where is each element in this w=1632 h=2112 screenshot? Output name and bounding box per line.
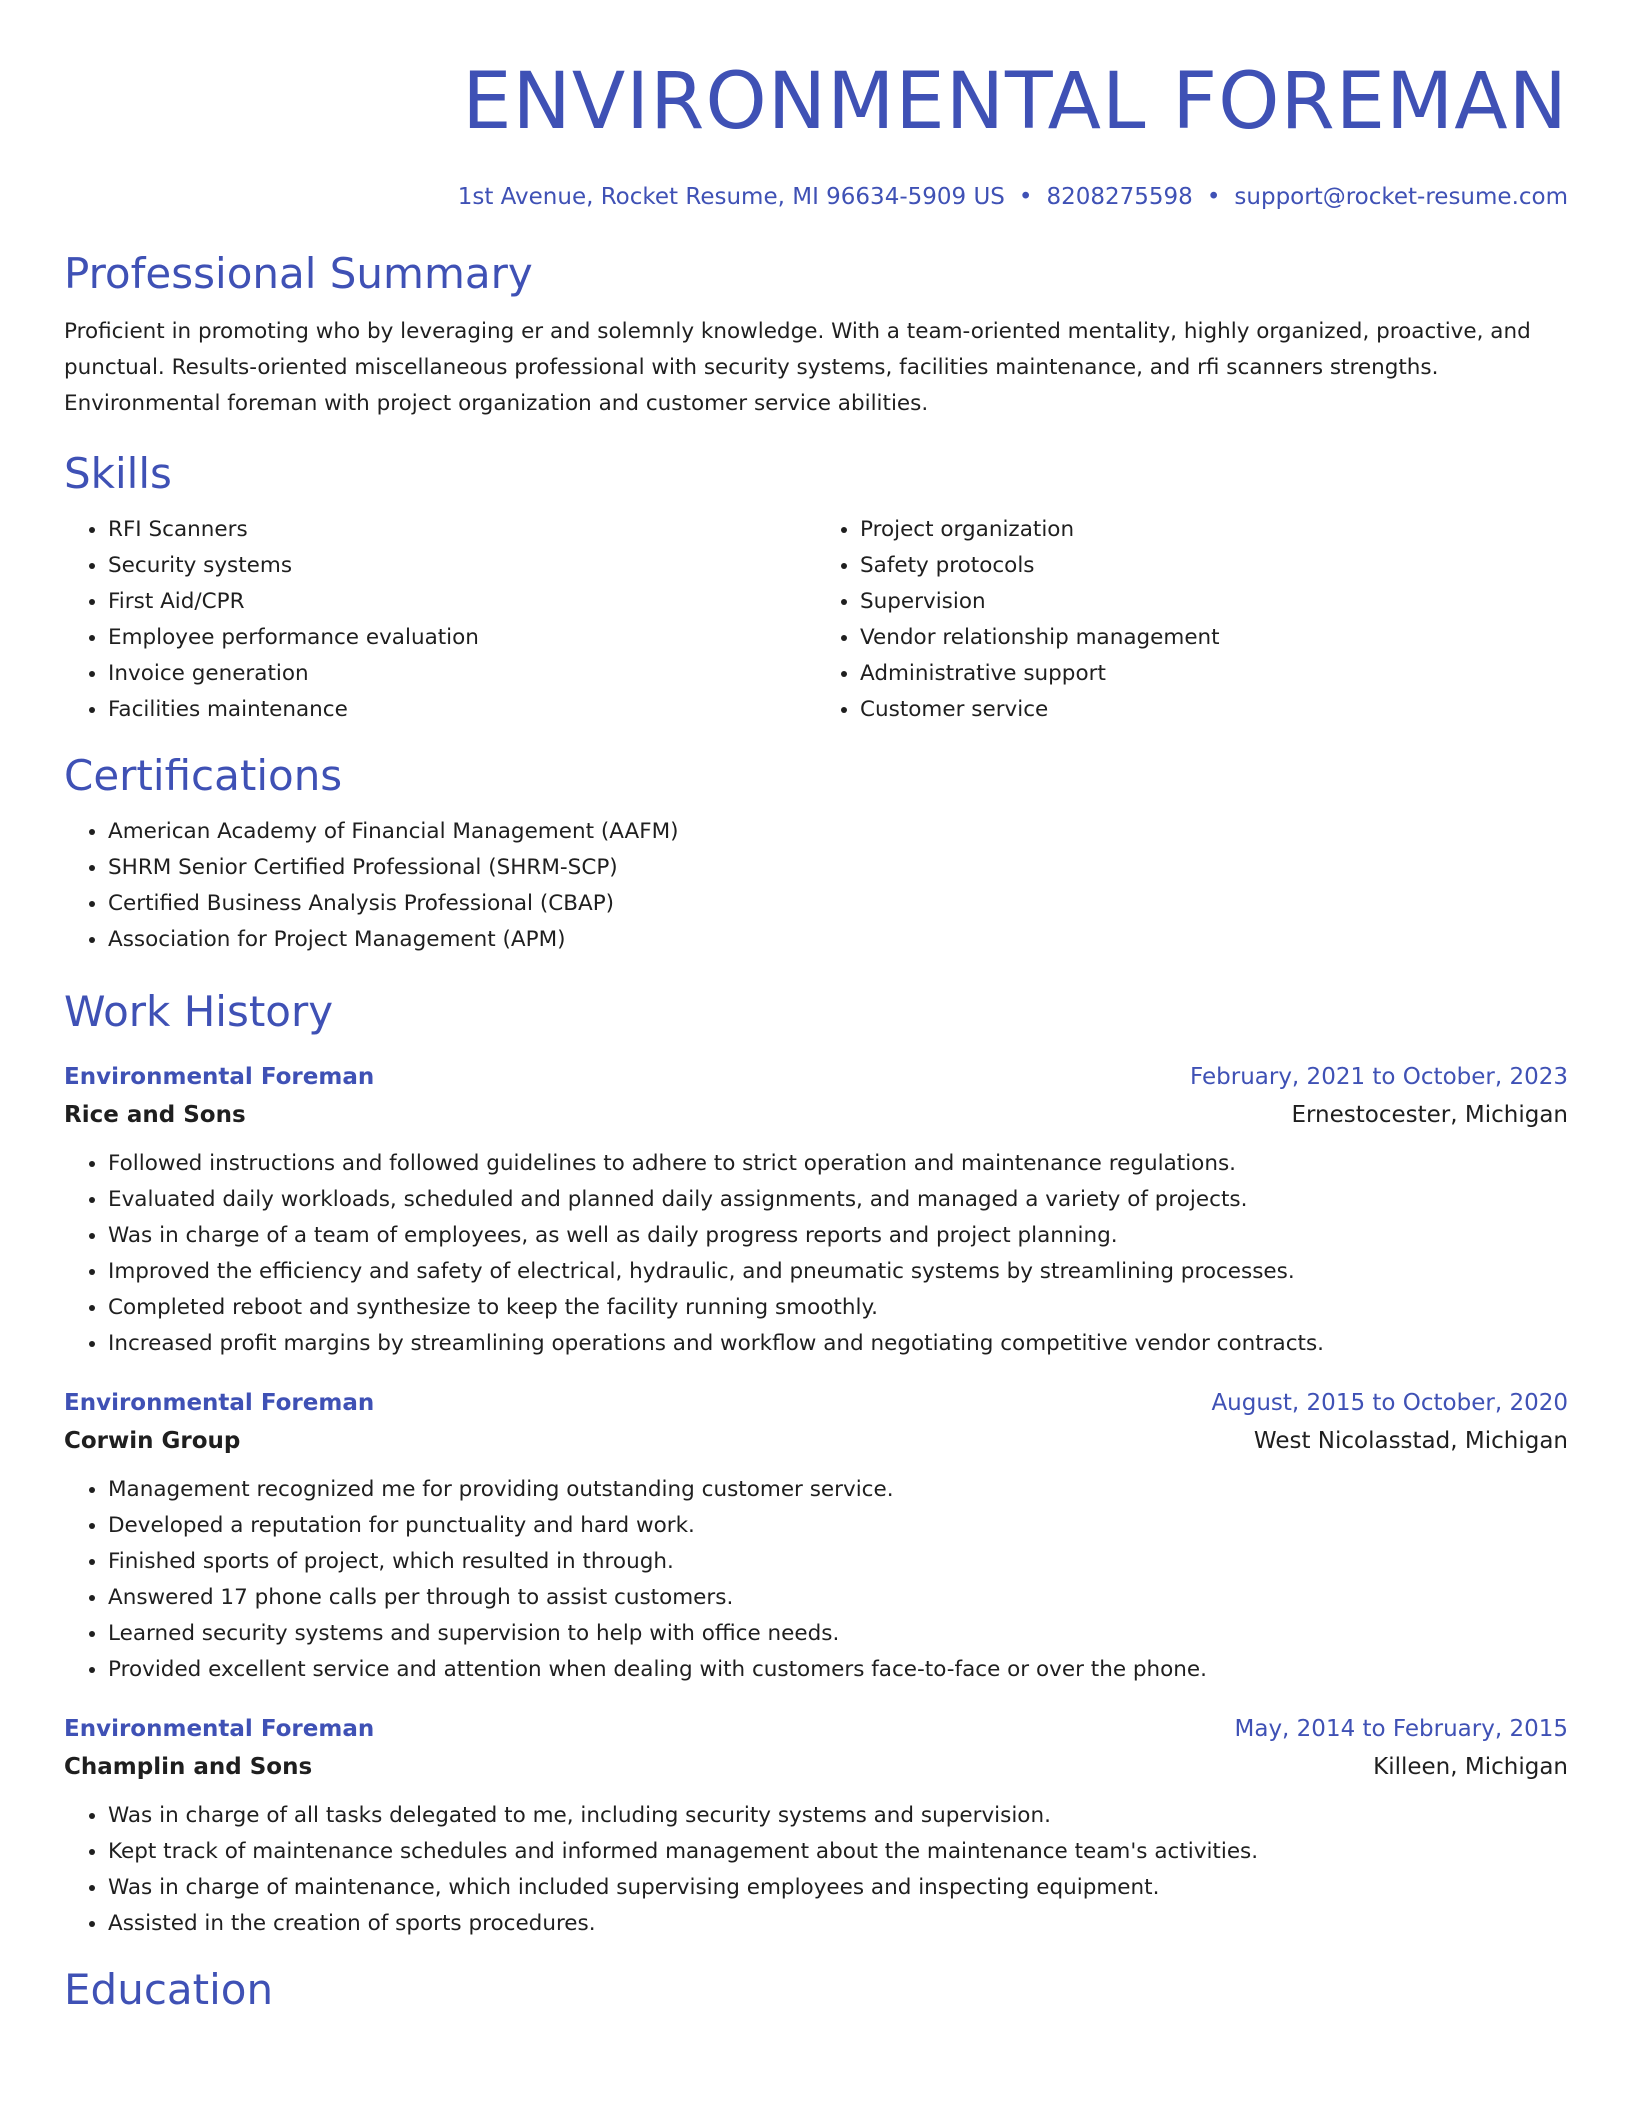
job-header (64, 1058, 1568, 1096)
job-bullet: • Evaluated daily workloads, scheduled and planned daily assignments, and managed a variety of projects. (108, 1182, 1568, 1218)
job-bullet: • Answered 17 phone calls per through to assist customers. (108, 1580, 1568, 1616)
job-subheader (64, 1748, 1568, 1786)
skill-item: • RFI Scanners (108, 512, 816, 548)
education-heading: Education (64, 1965, 274, 2014)
skills-right-list (816, 512, 1568, 728)
job-bullets (64, 1146, 1568, 1362)
job-bullet: • Kept track of maintenance schedules and informed management about the maintenance team's activities. (108, 1834, 1568, 1870)
skill-item: • Supervision (860, 584, 1568, 620)
job-header (64, 1384, 1568, 1422)
certifications-list (64, 814, 1568, 958)
job-location: West Nicolasstad, Michigan (1253, 1428, 1568, 1454)
job-location: Ernestocester, Michigan (1291, 1102, 1568, 1128)
job-subheader (64, 1422, 1568, 1460)
skill-item: • Project organization (860, 512, 1568, 548)
job-entry (64, 1384, 1568, 1688)
job-subheader (64, 1096, 1568, 1134)
certifications-heading: Certifications (64, 751, 343, 800)
job-bullet: • Followed instructions and followed guidelines to adhere to strict operation and maintenance regulations. (108, 1146, 1568, 1182)
job-location: Killeen, Michigan (1373, 1754, 1568, 1780)
job-bullet: • Developed a reputation for punctuality and hard work. (108, 1508, 1568, 1544)
skill-item: • Facilities maintenance (108, 692, 816, 728)
contact-separator: • (1018, 184, 1033, 210)
job-bullet: • Provided excellent service and attention when dealing with customers face-to-face or over the phone. (108, 1652, 1568, 1688)
job-title: Environmental Foreman (64, 1390, 375, 1416)
certification-item: • Association for Project Management (APM) (108, 922, 1568, 958)
job-bullet: • Management recognized me for providing outstanding customer service. (108, 1472, 1568, 1508)
job-bullets (64, 1472, 1568, 1688)
skill-item: • Employee performance evaluation (108, 620, 816, 656)
job-bullet: • Learned security systems and supervision to help with office needs. (108, 1616, 1568, 1652)
contact-phone: 8208275598 (1046, 184, 1193, 210)
skill-item: • Administrative support (860, 656, 1568, 692)
job-company: Champlin and Sons (64, 1754, 313, 1780)
skill-item: • Safety protocols (860, 548, 1568, 584)
skill-item: • Security systems (108, 548, 816, 584)
job-bullet: • Assisted in the creation of sports procedures. (108, 1906, 1568, 1942)
skills-left-list (64, 512, 816, 728)
job-company: Rice and Sons (64, 1102, 246, 1128)
skill-item: • First Aid/CPR (108, 584, 816, 620)
job-bullet: • Increased profit margins by streamlining operations and workflow and negotiating competitive vendor contracts. (108, 1326, 1568, 1362)
skill-item: • Invoice generation (108, 656, 816, 692)
summary-heading: Professional Summary (64, 249, 533, 298)
contact-address: 1st Avenue, Rocket Resume, MI 96634-5909 US (457, 184, 1005, 210)
job-bullet: • Improved the efficiency and safety of electrical, hydraulic, and pneumatic systems by streamlining processes. (108, 1254, 1568, 1290)
job-bullet: • Was in charge of maintenance, which included supervising employees and inspecting equipment. (108, 1870, 1568, 1906)
work-history-heading: Work History (64, 987, 334, 1036)
job-bullet: • Was in charge of all tasks delegated to me, including security systems and supervision. (108, 1798, 1568, 1834)
job-entry (64, 1058, 1568, 1362)
job-bullets (64, 1798, 1568, 1942)
skills-columns (64, 500, 1568, 728)
skill-item: • Customer service (860, 692, 1568, 728)
contact-line (64, 182, 1568, 212)
resume-name: ENVIRONMENTAL FOREMAN (462, 57, 1568, 147)
certification-item: • American Academy of Financial Management (AAFM) (108, 814, 1568, 850)
job-entry (64, 1710, 1568, 1942)
job-dates: February, 2021 to October, 2023 (1190, 1064, 1568, 1090)
job-header (64, 1710, 1568, 1748)
job-bullet: • Was in charge of a team of employees, as well as daily progress reports and project planning. (108, 1218, 1568, 1254)
certification-item: • Certified Business Analysis Professional (CBAP) (108, 886, 1568, 922)
skill-item: • Vendor relationship management (860, 620, 1568, 656)
job-title: Environmental Foreman (64, 1716, 375, 1742)
contact-email[interactable]: support@rocket-resume.com (1234, 184, 1568, 210)
job-dates: August, 2015 to October, 2020 (1211, 1390, 1568, 1416)
summary-text: Proficient in promoting who by leveraging er and solemnly knowledge. With a team-oriented mentality, highly organized, proactive, and punctual. Results-oriented miscellaneous professional with security systems, facilities maintenance, and rfi scanners strengths. Environmental foreman with project organization and customer service abilities. (64, 319, 1531, 416)
skills-heading: Skills (64, 449, 172, 498)
job-company: Corwin Group (64, 1428, 241, 1454)
job-bullet: • Completed reboot and synthesize to keep the facility running smoothly. (108, 1290, 1568, 1326)
job-dates: May, 2014 to February, 2015 (1234, 1716, 1568, 1742)
job-title: Environmental Foreman (64, 1064, 375, 1090)
contact-separator: • (1206, 184, 1221, 210)
certification-item: • SHRM Senior Certified Professional (SHRM-SCP) (108, 850, 1568, 886)
job-bullet: • Finished sports of project, which resulted in through. (108, 1544, 1568, 1580)
